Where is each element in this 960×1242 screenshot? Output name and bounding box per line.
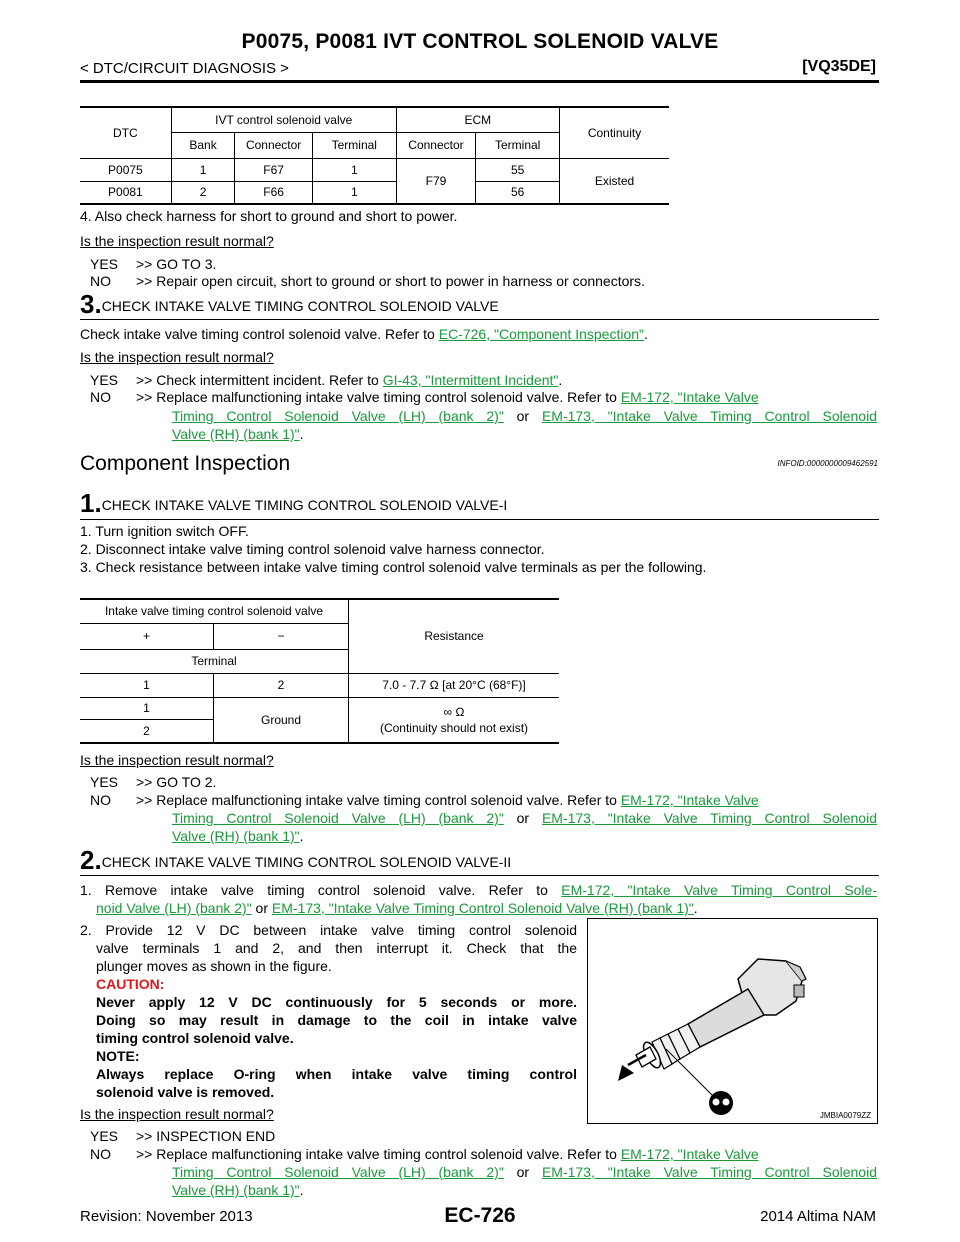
note-line2: solenoid valve is removed.	[96, 1084, 275, 1100]
cell-resistance: 7.0 - 7.7 Ω [at 20°C (68°F)]	[349, 673, 560, 697]
no-line	[90, 273, 645, 290]
question: Is the inspection result normal?	[80, 233, 274, 249]
text: .	[299, 426, 304, 442]
no-line-cont	[172, 1182, 304, 1199]
step3-heading	[80, 289, 499, 320]
item-2: 2. Disconnect intake valve timing control solenoid valve harness connector.	[80, 541, 545, 557]
text: Check intake valve timing control solenoid valve. Refer to	[80, 326, 439, 342]
col-ecm: ECM	[396, 107, 559, 132]
footer-revision: Revision: November 2013	[80, 1208, 253, 1225]
table-row	[80, 697, 559, 719]
sub-connector: Connector	[235, 132, 313, 158]
text: .	[558, 372, 563, 388]
caution-line1: Never apply 12 V DC continuously for 5 seconds or more.	[96, 994, 577, 1010]
cell-plus: 1	[80, 673, 214, 697]
no-label: NO	[90, 389, 111, 405]
link-component-inspection[interactable]: EC-726, "Component Inspection"	[438, 326, 645, 342]
header-rule	[80, 80, 879, 83]
step-rule	[80, 319, 879, 320]
cell-continuity: Existed	[560, 158, 669, 204]
figure-code: JMBIA0079ZZ	[819, 1111, 871, 1120]
no-line-cont	[172, 828, 304, 845]
cell-plus: 1	[80, 697, 214, 719]
table-row	[80, 158, 669, 181]
link-em-173[interactable]: EM-173, "Intake Valve Timing Control Solenoid	[541, 1164, 877, 1180]
solenoid-valve-illustration	[588, 919, 877, 1123]
cell-terminal: 1	[312, 181, 396, 204]
cell-ecm-terminal: 55	[476, 158, 560, 181]
cell-ecm-connector: F79	[396, 158, 476, 204]
section-title: Component Inspection	[80, 452, 291, 475]
yes-text: >> GO TO 3.	[136, 256, 217, 272]
text: .	[693, 900, 698, 916]
harness-continuity-table	[80, 106, 669, 205]
text: or	[251, 900, 272, 916]
col-continuity: Continuity	[560, 107, 669, 158]
step-rule	[80, 875, 879, 876]
step1-heading	[80, 488, 507, 519]
item-2-line1: 2. Provide 12 V DC between intake valve timing control solenoid	[80, 922, 577, 938]
sub-terminal: Terminal	[312, 132, 396, 158]
item-1-cont	[96, 900, 698, 917]
step-rule	[80, 519, 879, 520]
continuity-note: (Continuity should not exist)	[379, 720, 529, 735]
cell-dtc: P0075	[80, 158, 171, 181]
text: >> Check intermittent incident. Refer to	[136, 372, 383, 388]
no-label: NO	[90, 273, 111, 289]
item-4: 4. Also check harness for short to ground and short to power.	[80, 208, 458, 224]
link-em-172[interactable]: EM-172, "Intake Valve Timing Control Sole-	[561, 882, 877, 898]
cell-bank: 1	[171, 158, 235, 181]
step-title: CHECK INTAKE VALVE TIMING CONTROL SOLENOID VALVE	[101, 298, 499, 314]
sub-connector-ecm: Connector	[396, 132, 476, 158]
step-title: CHECK INTAKE VALVE TIMING CONTROL SOLENOID VALVE-I	[101, 497, 508, 513]
step-number: 3.	[80, 289, 102, 319]
col-resistance: Resistance	[349, 599, 560, 673]
no-line-cont	[172, 408, 877, 425]
link-em-172[interactable]: Timing Control Solenoid Valve (LH) (bank 2)"	[172, 810, 504, 826]
resistance-table	[80, 598, 559, 744]
yes-label: YES	[90, 774, 119, 790]
cell-infinite	[349, 697, 560, 743]
link-em-173[interactable]: EM-173, "Intake Valve Timing Control Solenoid Valve (RH) (bank 1)"	[271, 900, 694, 916]
col-terminal: Terminal	[80, 649, 349, 673]
caution-line2: Doing so may result in damage to the coil in intake valve	[96, 1012, 577, 1028]
text: .	[644, 326, 648, 342]
page-title: P0075, P0081 IVT CONTROL SOLENOID VALVE	[241, 30, 719, 53]
text: .	[299, 828, 304, 844]
footer-page: EC-726	[444, 1204, 516, 1227]
cell-plus: 2	[80, 719, 214, 743]
footer-model: 2014 Altima NAM	[760, 1208, 876, 1225]
engine-code: [VQ35DE]	[802, 58, 876, 75]
question: Is the inspection result normal?	[80, 752, 274, 768]
infinite-ohm: ∞ Ω	[443, 704, 465, 719]
col-minus: −	[214, 623, 349, 649]
cell-connector: F66	[235, 181, 313, 204]
breadcrumb: < DTC/CIRCUIT DIAGNOSIS >	[80, 60, 289, 77]
yes-line	[90, 774, 216, 791]
yes-line	[90, 372, 562, 389]
question: Is the inspection result normal?	[80, 349, 274, 365]
col-plus: +	[80, 623, 214, 649]
cell-ecm-terminal: 56	[476, 181, 560, 204]
link-em-173[interactable]: Valve (RH) (bank 1)"	[172, 828, 300, 844]
step-number: 2.	[80, 845, 102, 875]
caution-label: CAUTION:	[96, 976, 165, 992]
sub-terminal-ecm: Terminal	[476, 132, 560, 158]
yes-text: >> INSPECTION END	[136, 1128, 276, 1144]
link-em-173[interactable]: EM-173, "Intake Valve Timing Control Solenoid	[541, 810, 877, 826]
text: or	[503, 810, 542, 826]
link-em-172[interactable]: EM-172, "Intake Valve	[620, 792, 759, 808]
no-line	[90, 792, 879, 809]
yes-line	[90, 1128, 275, 1145]
link-em-172[interactable]: noid Valve (LH) (bank 2)"	[96, 900, 252, 916]
no-label: NO	[90, 1146, 111, 1162]
text: or	[503, 408, 542, 424]
yes-label: YES	[90, 256, 119, 272]
text: 1. Remove intake valve timing control solenoid valve. Refer to	[80, 882, 562, 898]
text: >> Replace malfunctioning intake valve timing control solenoid valve. Refer to	[136, 1146, 621, 1162]
text: >> Replace malfunctioning intake valve timing control solenoid valve. Refer to	[136, 389, 621, 405]
no-line	[90, 1146, 879, 1163]
link-intermittent-incident[interactable]: GI-43, "Intermittent Incident"	[382, 372, 559, 388]
link-em-173[interactable]: EM-173, "Intake Valve Timing Control Solenoid	[541, 408, 877, 424]
cell-bank: 2	[171, 181, 235, 204]
link-em-172[interactable]: Timing Control Solenoid Valve (LH) (bank 2)"	[172, 408, 504, 424]
text: or	[503, 1164, 542, 1180]
table-row	[80, 673, 559, 697]
item-3: 3. Check resistance between intake valve timing control solenoid valve terminals as per the following.	[80, 559, 707, 575]
yes-label: YES	[90, 1128, 119, 1144]
item-2-line2: valve terminals 1 and 2, and then interrupt it. Check that the	[96, 940, 577, 956]
info-id: INFOID:0000000009462591	[777, 459, 878, 468]
solenoid-figure	[587, 918, 878, 1124]
yes-text: >> GO TO 2.	[136, 774, 217, 790]
cell-ground: Ground	[214, 697, 349, 743]
col-dtc: DTC	[80, 107, 171, 158]
no-line-cont	[172, 426, 304, 443]
cell-minus: 2	[214, 673, 349, 697]
caution-line3: timing control solenoid valve.	[96, 1030, 294, 1046]
item-2-line3: plunger moves as shown in the figure.	[96, 958, 332, 974]
link-em-172[interactable]: EM-172, "Intake Valve	[620, 1146, 759, 1162]
no-line-cont	[172, 1164, 877, 1181]
no-label: NO	[90, 792, 111, 808]
question: Is the inspection result normal?	[80, 1106, 274, 1122]
no-text: >> Repair open circuit, short to ground or short to power in harness or connectors.	[136, 273, 645, 289]
link-em-172[interactable]: EM-172, "Intake Valve	[620, 389, 759, 405]
item-1	[80, 882, 877, 899]
yes-line	[90, 256, 216, 273]
text: .	[299, 1182, 304, 1198]
link-em-173[interactable]: Valve (RH) (bank 1)"	[172, 426, 300, 442]
link-em-173[interactable]: Valve (RH) (bank 1)"	[172, 1182, 300, 1198]
cell-connector: F67	[235, 158, 313, 181]
sub-bank: Bank	[171, 132, 235, 158]
note-label: NOTE:	[96, 1048, 140, 1064]
cell-terminal: 1	[312, 158, 396, 181]
step3-text	[80, 326, 648, 343]
step-title: CHECK INTAKE VALVE TIMING CONTROL SOLENOID VALVE-II	[101, 854, 512, 870]
step-number: 1.	[80, 488, 102, 518]
item-1: 1. Turn ignition switch OFF.	[80, 523, 249, 539]
col-ivt: IVT control solenoid valve	[171, 107, 396, 132]
note-line1: Always replace O-ring when intake valve timing control	[96, 1066, 577, 1082]
col-valve: Intake valve timing control solenoid valve	[80, 599, 349, 623]
link-em-172[interactable]: Timing Control Solenoid Valve (LH) (bank 2)"	[172, 1164, 504, 1180]
no-line-cont	[172, 810, 877, 827]
text: >> Replace malfunctioning intake valve timing control solenoid valve. Refer to	[136, 792, 621, 808]
cell-dtc: P0081	[80, 181, 171, 204]
yes-label: YES	[90, 372, 119, 388]
step2-heading	[80, 845, 511, 876]
no-line	[90, 389, 879, 406]
